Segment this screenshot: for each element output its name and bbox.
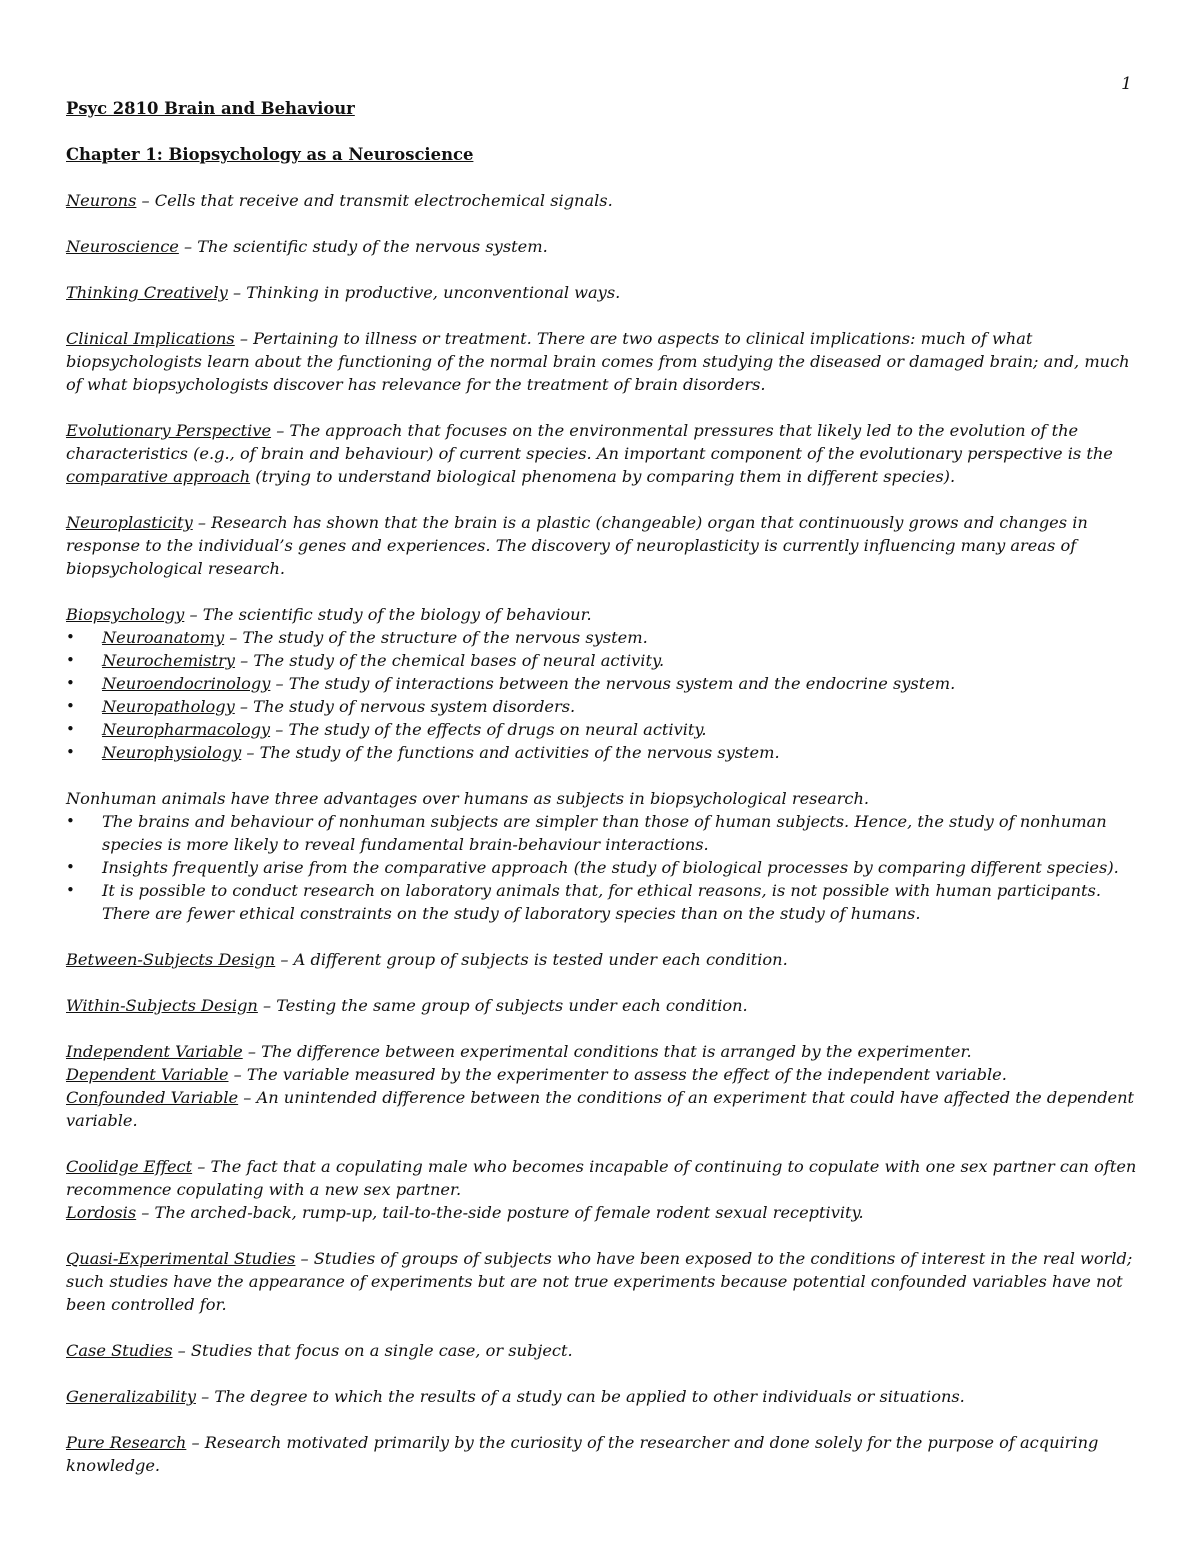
- nonhuman-advantages-list: [66, 810, 1141, 925]
- definition: – The scientific study of the nervous system.: [178, 237, 548, 256]
- list-item: [66, 856, 1141, 879]
- definition: – The difference between experimental conditions that is arranged by the experimenter.: [242, 1042, 972, 1061]
- term: Neurons: [66, 191, 137, 210]
- definition: (trying to understand biological phenomena by comparing them in different species).: [250, 467, 956, 486]
- term: Case Studies: [66, 1341, 173, 1360]
- term: Neurophysiology: [102, 743, 242, 762]
- definition-within-subjects-design: [66, 994, 1141, 1017]
- definition-pure-research: [66, 1431, 1141, 1477]
- term: Neuropathology: [102, 697, 235, 716]
- definition: – Studies of groups of subjects who have been exposed to the conditions of interest in the real world; such studies have the appearance of experiments but are not true experiments because potential confounded variables have not been controlled for.: [66, 1249, 1133, 1314]
- definition-thinking-creatively: [66, 281, 1141, 304]
- definition: – The scientific study of the biology of behaviour.: [184, 605, 592, 624]
- definition: – The study of interactions between the nervous system and the endocrine system.: [270, 674, 956, 693]
- term: Quasi-Experimental Studies: [66, 1249, 296, 1268]
- list-item-text: The brains and behaviour of nonhuman subjects are simpler than those of human subjects. Hence, the study of nonhuman species is more likely to reveal fundamental brain-behaviour interactions.: [102, 812, 1107, 854]
- term: Lordosis: [66, 1203, 137, 1222]
- definition: – The variable measured by the experimenter to assess the effect of the independent variable.: [228, 1065, 1007, 1084]
- list-item: [66, 879, 1141, 925]
- definition: – Pertaining to illness or treatment. There are two aspects to clinical implications: much of what biopsychologists learn about the functioning of the normal brain comes from studying the diseased or damaged brain; and, much of what biopsychologists discover has relevance for the treatment of brain disorders.: [66, 329, 1130, 394]
- definition-between-subjects-design: [66, 948, 1141, 971]
- definition-coolidge-effect: [66, 1155, 1141, 1201]
- definition: – Thinking in productive, unconventional ways.: [227, 283, 621, 302]
- term: Neuroscience: [66, 237, 179, 256]
- definition: – Research has shown that the brain is a plastic (changeable) organ that continuously grows and changes in response to the individual’s genes and experiences. The discovery of neuroplasticity is currently influencing many areas of biopsychological research.: [66, 513, 1088, 578]
- term: Generalizability: [66, 1387, 196, 1406]
- definition: – The fact that a copulating male who becomes incapable of continuing to copulate with one sex partner can often recommence copulating with a new sex partner.: [66, 1157, 1137, 1199]
- biopsychology-subfield-list: [66, 626, 1141, 764]
- list-item: [66, 626, 1141, 649]
- definition: – An unintended difference between the conditions of an experiment that could have affected the dependent variable.: [66, 1088, 1135, 1130]
- list-item-text: Insights frequently arise from the comparative approach (the study of biological processes by comparing different species).: [102, 858, 1119, 877]
- document-title: Psyc 2810 Brain and Behaviour: [66, 99, 355, 118]
- definition-confounded-variable: [66, 1086, 1141, 1132]
- definition: – Research motivated primarily by the curiosity of the researcher and done solely for the purpose of acquiring knowledge.: [66, 1433, 1099, 1475]
- definition: – Studies that focus on a single case, or subject.: [172, 1341, 573, 1360]
- term: Within-Subjects Design: [66, 996, 258, 1015]
- bullet-icon: •: [66, 720, 75, 738]
- definition-biopsychology: [66, 603, 1141, 626]
- bullet-icon: •: [66, 651, 75, 669]
- term: Clinical Implications: [66, 329, 235, 348]
- bullet-icon: •: [66, 812, 75, 830]
- list-item: [66, 741, 1141, 764]
- definition-evolutionary-perspective: [66, 419, 1141, 488]
- list-item: [66, 718, 1141, 741]
- definition: – The study of the chemical bases of neural activity.: [234, 651, 665, 670]
- definition-independent-variable: [66, 1040, 1141, 1063]
- term: Thinking Creatively: [66, 283, 228, 302]
- term: Dependent Variable: [66, 1065, 229, 1084]
- definition: – Cells that receive and transmit electrochemical signals.: [136, 191, 613, 210]
- definition: – The study of the effects of drugs on neural activity.: [270, 720, 707, 739]
- list-item: [66, 672, 1141, 695]
- list-item-text: It is possible to conduct research on laboratory animals that, for ethical reasons, is not possible with human participants. There are fewer ethical constraints on the study of laboratory species than on the study of humans.: [102, 881, 1102, 923]
- definition: – The arched-back, rump-up, tail-to-the-side posture of female rodent sexual receptivity.: [136, 1203, 864, 1222]
- definition: – Testing the same group of subjects under each condition.: [257, 996, 748, 1015]
- term: Biopsychology: [66, 605, 185, 624]
- definition: – The approach that focuses on the environmental pressures that likely led to the evolution of the characteristics (e.g., of brain and behaviour) of current species. An important component of the evolutionary perspective is the: [66, 421, 1113, 463]
- definition: – The degree to which the results of a study can be applied to other individuals or situations.: [195, 1387, 965, 1406]
- bullet-icon: •: [66, 697, 75, 715]
- term: Neuroplasticity: [66, 513, 193, 532]
- list-item: [66, 649, 1141, 672]
- nonhuman-intro: Nonhuman animals have three advantages over humans as subjects in biopsychological research.: [66, 789, 870, 808]
- definition: – The study of the structure of the nervous system.: [224, 628, 648, 647]
- bullet-icon: •: [66, 881, 75, 899]
- chapter-heading: Chapter 1: Biopsychology as a Neuroscience: [66, 145, 474, 164]
- definition-clinical-implications: [66, 327, 1141, 396]
- definition-case-studies: [66, 1339, 1141, 1362]
- term: Evolutionary Perspective: [66, 421, 272, 440]
- term: Coolidge Effect: [66, 1157, 193, 1176]
- definition-dependent-variable: [66, 1063, 1141, 1086]
- document-body: [66, 97, 1141, 1477]
- bullet-icon: •: [66, 674, 75, 692]
- definition-neuroplasticity: [66, 511, 1141, 580]
- term: Neuroendocrinology: [102, 674, 271, 693]
- bullet-icon: •: [66, 858, 75, 876]
- definition-lordosis: [66, 1201, 1141, 1224]
- list-item: [66, 810, 1141, 856]
- list-item: [66, 695, 1141, 718]
- term: Neurochemistry: [102, 651, 235, 670]
- term: Between-Subjects Design: [66, 950, 276, 969]
- page-number: 1: [1121, 74, 1132, 94]
- term: Neuroanatomy: [102, 628, 225, 647]
- term: Confounded Variable: [66, 1088, 239, 1107]
- definition: – The study of the functions and activities of the nervous system.: [241, 743, 780, 762]
- definition-generalizability: [66, 1385, 1141, 1408]
- term: comparative approach: [66, 467, 251, 486]
- bullet-icon: •: [66, 743, 75, 761]
- bullet-icon: •: [66, 628, 75, 646]
- definition-neuroscience: [66, 235, 1141, 258]
- definition: – A different group of subjects is tested under each condition.: [275, 950, 788, 969]
- term: Independent Variable: [66, 1042, 243, 1061]
- definition-quasi-experimental-studies: [66, 1247, 1141, 1316]
- term: Neuropharmacology: [102, 720, 271, 739]
- definition: – The study of nervous system disorders.: [234, 697, 576, 716]
- definition-neurons: [66, 189, 1141, 212]
- term: Pure Research: [66, 1433, 187, 1452]
